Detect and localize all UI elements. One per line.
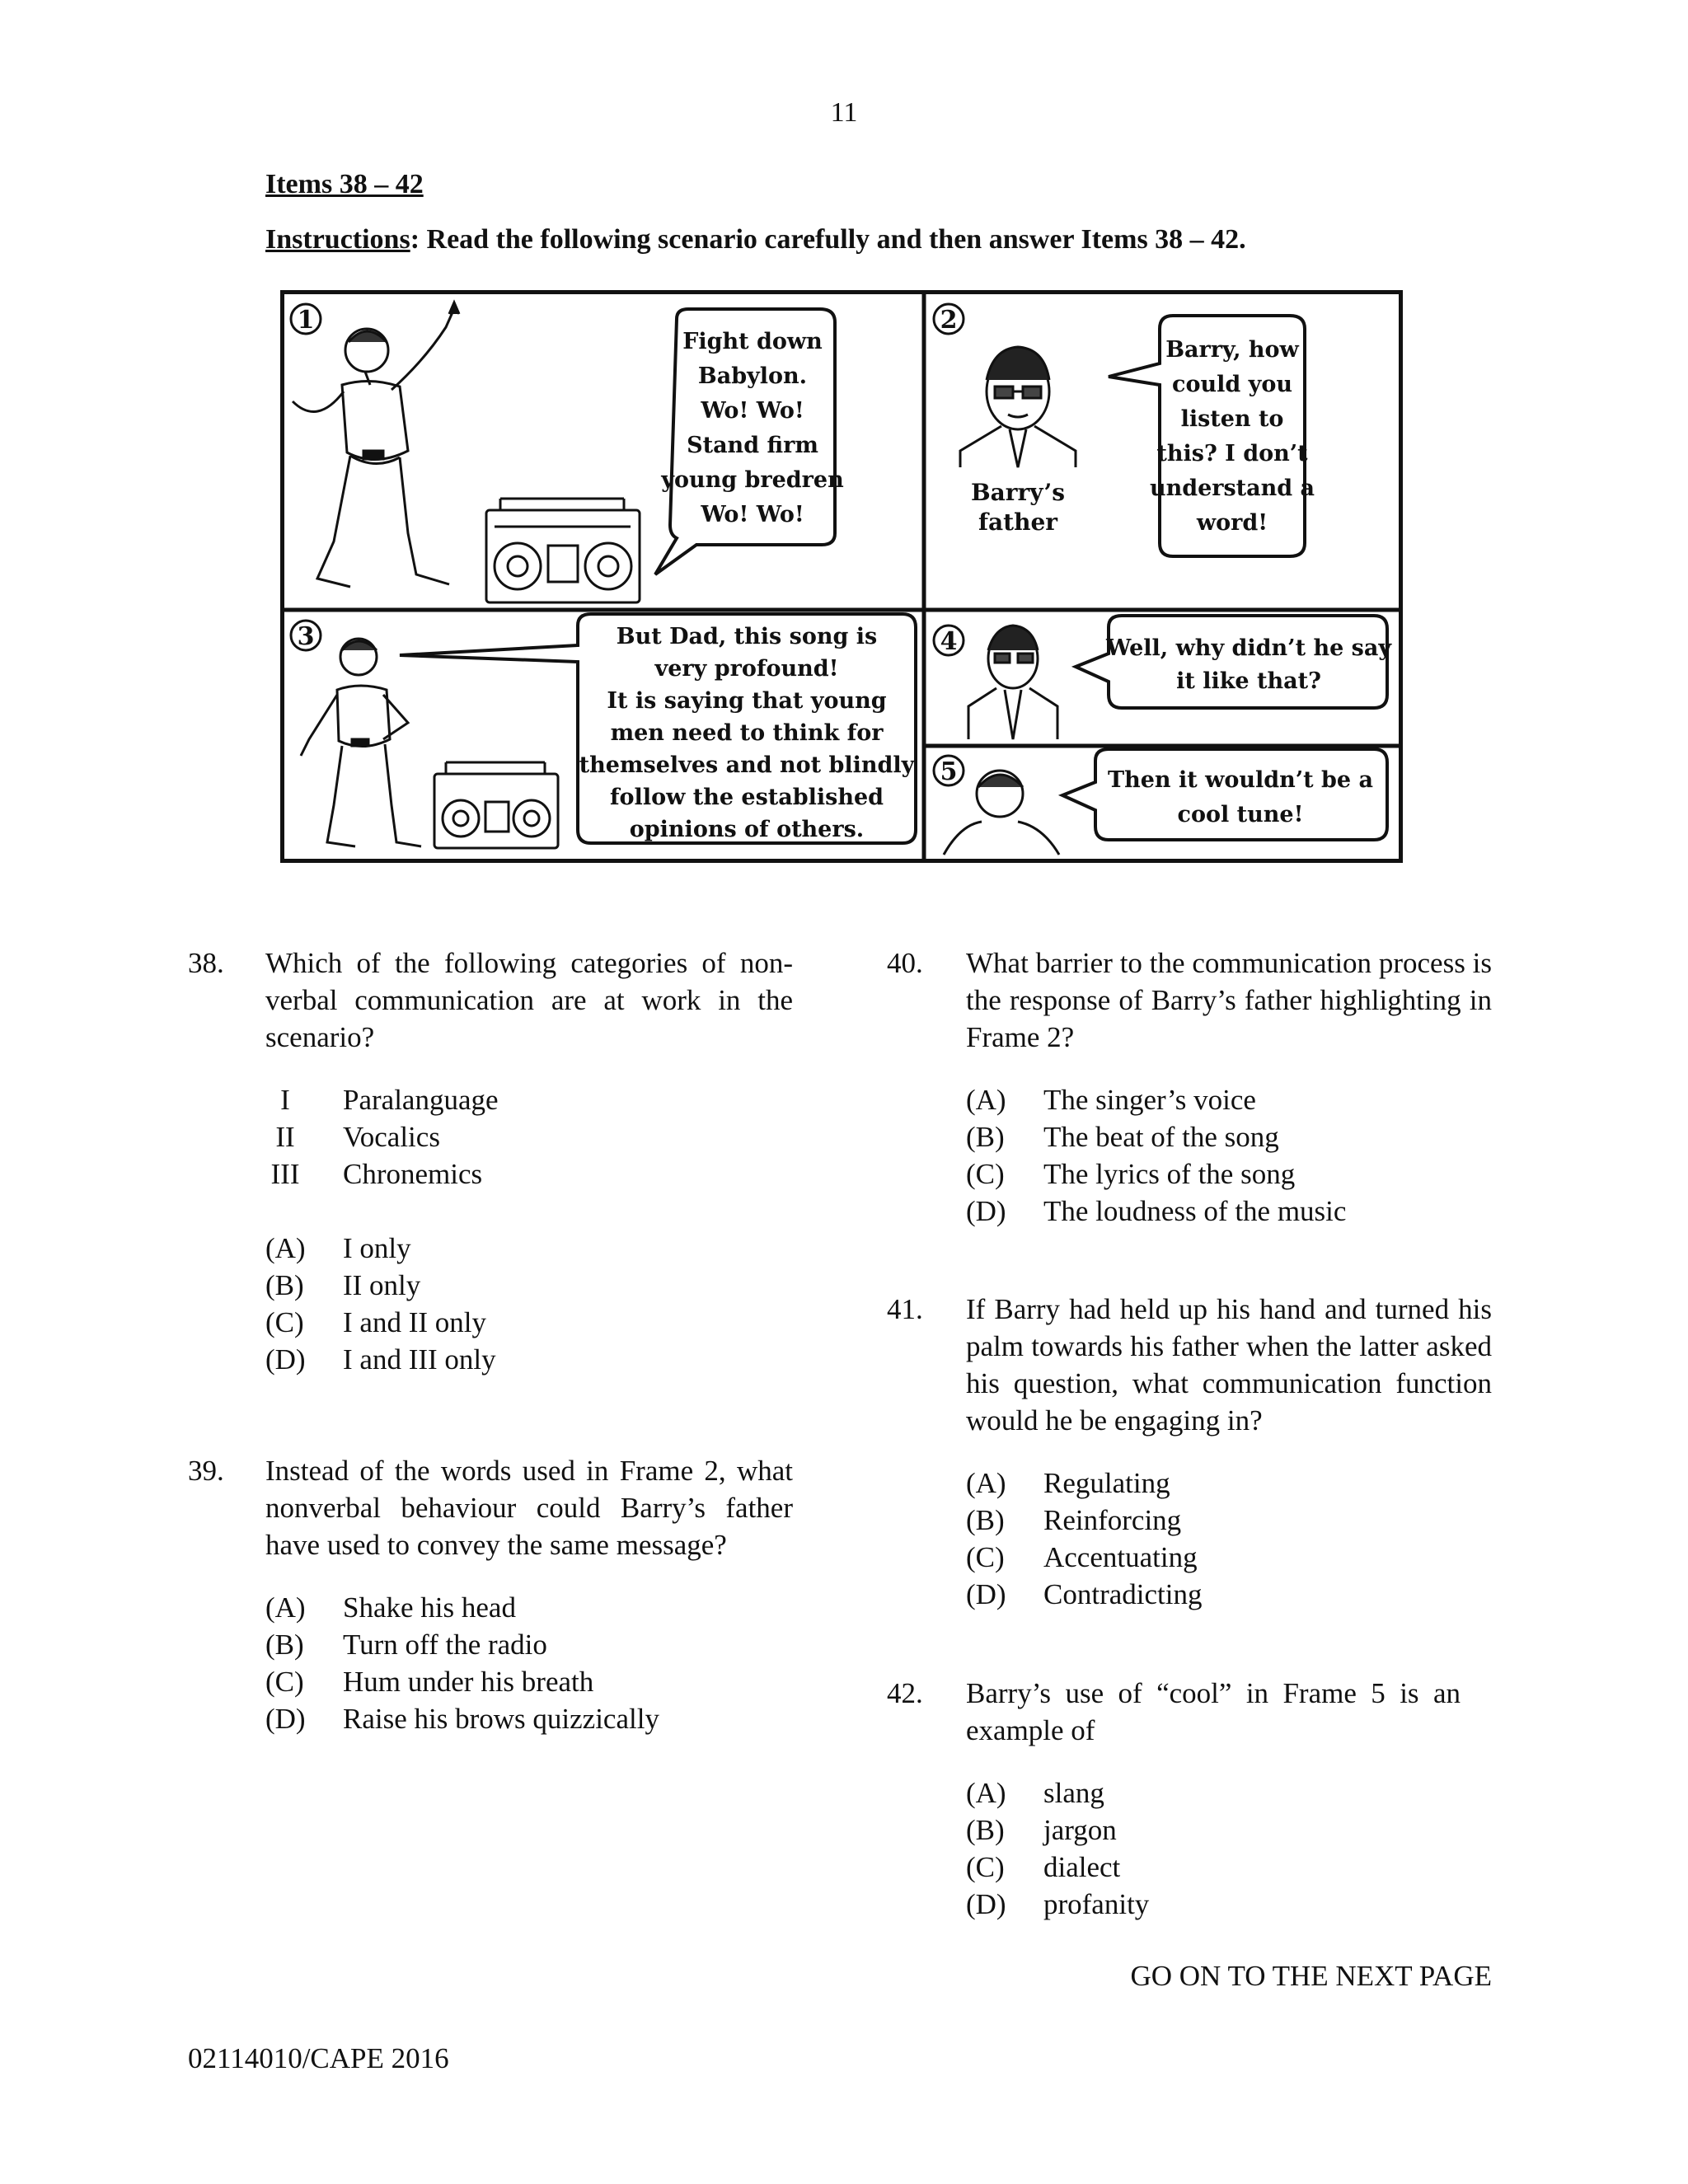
frame-2-line: Barry, how [1165,337,1299,363]
question-38-number: 38. [188,947,224,979]
question-42-text: Barry’s use of “cool” in Frame 5 is an example of [966,1677,1461,1746]
barry-figure [944,771,1059,855]
instructions-text: : Read the following scenario carefully and then answer Items 38 – 42. [410,224,1246,255]
question-42-number: 42. [887,1677,923,1709]
question-40-number: 40. [887,947,923,979]
frame-1-number: 1 [297,306,315,335]
frame-3-line: opinions of others. [629,817,865,842]
frame-3-line: themselves and not blindly [579,752,915,778]
father-figure [968,626,1057,739]
frame-3-line: very profound! [654,656,839,682]
question-41-text: If Barry had held up his hand and turned his palm towards his father when the latter asked his question, what communication function would he be engaging in? [966,1293,1492,1436]
question-40-text: What barrier to the communication process is the response of Barry’s father highlighting in Frame 2? [966,947,1492,1053]
frame-4-line: it like that? [1176,668,1321,694]
instructions [265,224,1246,255]
frame-1 [291,302,844,602]
father-figure [960,347,1076,467]
frame-4 [934,616,1392,739]
frame-3-line: men need to think for [610,720,884,746]
barrys-father-label: father [978,509,1058,536]
frame-3-number: 3 [297,622,315,651]
question-38-text: Which of the following categories of non-verbal communication are at work in the scenario? [265,947,793,1053]
frame-3-line: It is saying that young [607,688,887,714]
frame-1-line: Wo! Wo! [701,398,804,424]
frame-2-line: this? I don’t [1156,441,1308,466]
frame-1-line: Fight down [682,329,823,354]
frame-3-line: follow the established [609,785,884,810]
frame-2-line: could you [1172,372,1292,397]
frame-2-line: listen to [1180,406,1284,432]
frame-1-line: Babylon. [697,363,808,389]
frame-2-line: understand a [1149,476,1315,501]
frame-3-line: But Dad, this song is [616,624,878,649]
comic-strip [280,290,1403,863]
instructions-label: Instructions [265,224,410,255]
frame-5-line: cool tune! [1177,802,1304,827]
frame-2-number: 2 [940,306,958,335]
frame-1-line: Wo! Wo! [701,502,804,527]
frame-2 [934,304,1315,556]
frame-4-bubble [1076,616,1387,708]
go-on-next-page: GO ON TO THE NEXT PAGE [1130,1960,1492,1992]
frame-3 [291,614,916,848]
frame-4-number: 4 [940,627,958,656]
question-39-number: 39. [188,1455,224,1487]
frame-1-line: young bredren [661,467,844,493]
frame-1-line: Stand firm [687,433,818,458]
barry-figure [293,302,459,587]
question-41-number: 41. [887,1293,923,1325]
frame-2-line: word! [1196,510,1268,536]
frame-5-line: Then it wouldn’t be a [1108,767,1373,793]
question-39-text: Instead of the words used in Frame 2, what nonverbal behaviour could Barry’s father have used to convey the same message? [265,1455,793,1561]
frame-4-line: Well, why didn’t he say [1105,635,1392,661]
boombox-icon [486,499,640,602]
barrys-father-label: Barry’s [970,479,1066,506]
frame-5-number: 5 [940,757,958,786]
items-heading: Items 38 – 42 [265,169,424,199]
boombox-icon [434,762,558,848]
frame-5 [934,749,1387,855]
comic-illustration [284,294,1399,859]
barry-figure [301,639,421,846]
exam-code: 02114010/CAPE 2016 [188,2042,449,2074]
page-number: 11 [830,97,858,128]
